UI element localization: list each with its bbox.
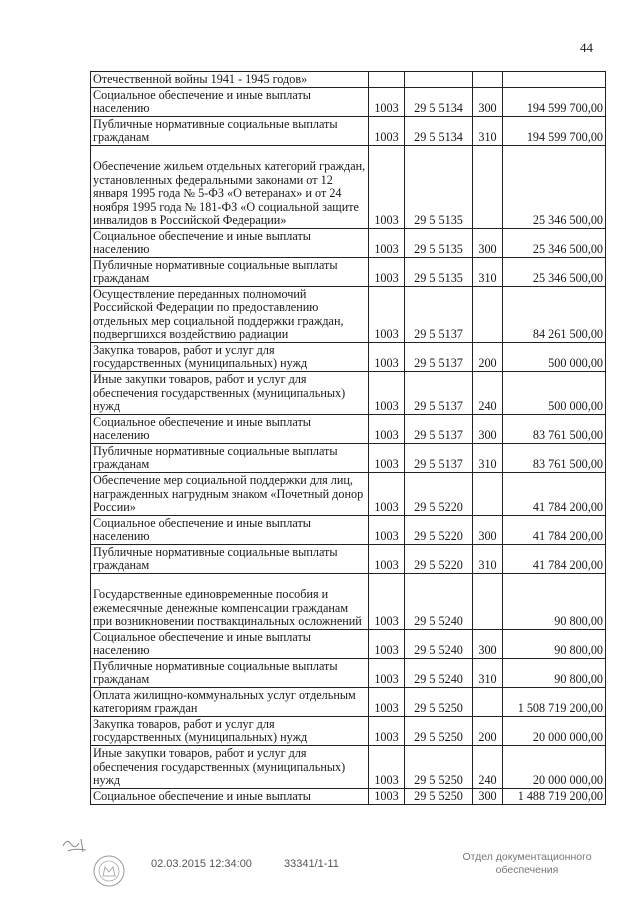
expense-name: Обеспечение жильем отдельных категорий граждан, установленных федеральными законами от 12 января 1995 года № 5-ФЗ «О ветеранах» и от 24 ноября 1995 года № 181-ФЗ «О социальной защите инвалидов в Российской Федерации» <box>91 146 369 229</box>
expense-type-code: 310 <box>473 545 503 574</box>
section-code: 1003 <box>369 659 405 688</box>
expense-name: Публичные нормативные социальные выплаты гражданам <box>91 117 369 146</box>
section-code: 1003 <box>369 229 405 258</box>
expense-name: Иные закупки товаров, работ и услуг для обеспечения государственных (муниципальных) нужд <box>91 746 369 789</box>
table-row <box>91 574 606 630</box>
amount: 194 599 700,00 <box>503 117 606 146</box>
handwritten-mark-icon <box>60 834 90 856</box>
expense-type-code: 310 <box>473 258 503 287</box>
target-article-code: 29 5 5134 <box>405 117 473 146</box>
table-row <box>91 146 606 229</box>
section-code: 1003 <box>369 372 405 415</box>
expense-name: Социальное обеспечение и иные выплаты населению <box>91 88 369 117</box>
expense-type-code <box>473 688 503 717</box>
expense-name: Закупка товаров, работ и услуг для государственных (муниципальных) нужд <box>91 343 369 372</box>
page-number: 44 <box>580 40 593 55</box>
expense-type-code: 300 <box>473 789 503 805</box>
target-article-code: 29 5 5137 <box>405 343 473 372</box>
budget-table <box>90 71 606 805</box>
expense-name: Социальное обеспечение и иные выплаты населению <box>91 229 369 258</box>
expense-type-code <box>473 287 503 343</box>
amount: 194 599 700,00 <box>503 88 606 117</box>
footer-document-code: 33341/1-11 <box>284 858 339 870</box>
table-row <box>91 444 606 473</box>
expense-type-code: 200 <box>473 343 503 372</box>
table-row <box>91 343 606 372</box>
target-article-code: 29 5 5250 <box>405 688 473 717</box>
table-row <box>91 287 606 343</box>
table-row <box>91 229 606 258</box>
amount: 84 261 500,00 <box>503 287 606 343</box>
target-article-code: 29 5 5135 <box>405 146 473 229</box>
target-article-code <box>405 72 473 88</box>
expense-type-code: 310 <box>473 659 503 688</box>
section-code: 1003 <box>369 287 405 343</box>
target-article-code: 29 5 5135 <box>405 258 473 287</box>
section-code: 1003 <box>369 88 405 117</box>
target-article-code: 29 5 5137 <box>405 372 473 415</box>
expense-type-code: 300 <box>473 229 503 258</box>
section-code <box>369 72 405 88</box>
target-article-code: 29 5 5137 <box>405 287 473 343</box>
amount: 1 508 719 200,00 <box>503 688 606 717</box>
section-code: 1003 <box>369 444 405 473</box>
target-article-code: 29 5 5137 <box>405 444 473 473</box>
expense-type-code: 240 <box>473 372 503 415</box>
expense-type-code: 300 <box>473 516 503 545</box>
table-row <box>91 746 606 789</box>
target-article-code: 29 5 5250 <box>405 717 473 746</box>
expense-name: Публичные нормативные социальные выплаты гражданам <box>91 659 369 688</box>
section-code: 1003 <box>369 717 405 746</box>
amount: 20 000 000,00 <box>503 717 606 746</box>
target-article-code: 29 5 5220 <box>405 473 473 516</box>
table-row <box>91 117 606 146</box>
section-code: 1003 <box>369 415 405 444</box>
target-article-code: 29 5 5240 <box>405 574 473 630</box>
expense-name: Обеспечение мер социальной поддержки для лиц, награжденных нагрудным знаком «Почетный донор России» <box>91 473 369 516</box>
footer-timestamp: 02.03.2015 12:34:00 <box>151 858 252 870</box>
amount: 83 761 500,00 <box>503 415 606 444</box>
amount: 41 784 200,00 <box>503 516 606 545</box>
amount: 41 784 200,00 <box>503 545 606 574</box>
expense-type-code: 310 <box>473 117 503 146</box>
amount: 41 784 200,00 <box>503 473 606 516</box>
expense-name: Социальное обеспечение и иные выплаты <box>91 789 369 805</box>
seal-icon <box>92 854 126 888</box>
amount: 90 800,00 <box>503 659 606 688</box>
target-article-code: 29 5 5134 <box>405 88 473 117</box>
target-article-code: 29 5 5250 <box>405 746 473 789</box>
expense-name: Социальное обеспечение и иные выплаты населению <box>91 415 369 444</box>
target-article-code: 29 5 5240 <box>405 659 473 688</box>
expense-name: Публичные нормативные социальные выплаты гражданам <box>91 545 369 574</box>
expense-name: Государственные единовременные пособия и ежемесячные денежные компенсации гражданам при возникновении поствакцинальных осложнений <box>91 574 369 630</box>
amount: 90 800,00 <box>503 630 606 659</box>
expense-name: Закупка товаров, работ и услуг для государственных (муниципальных) нужд <box>91 717 369 746</box>
section-code: 1003 <box>369 574 405 630</box>
amount: 20 000 000,00 <box>503 746 606 789</box>
amount: 1 488 719 200,00 <box>503 789 606 805</box>
amount: 500 000,00 <box>503 372 606 415</box>
amount: 83 761 500,00 <box>503 444 606 473</box>
expense-type-code <box>473 146 503 229</box>
amount: 90 800,00 <box>503 574 606 630</box>
expense-name: Публичные нормативные социальные выплаты гражданам <box>91 444 369 473</box>
section-code: 1003 <box>369 117 405 146</box>
expense-type-code <box>473 473 503 516</box>
table-row <box>91 516 606 545</box>
expense-type-code: 300 <box>473 88 503 117</box>
expense-name: Оплата жилищно-коммунальных услуг отдельным категориям граждан <box>91 688 369 717</box>
table-row <box>91 659 606 688</box>
expense-name: Публичные нормативные социальные выплаты гражданам <box>91 258 369 287</box>
expense-name: Иные закупки товаров, работ и услуг для обеспечения государственных (муниципальных) нужд <box>91 372 369 415</box>
expense-type-code <box>473 72 503 88</box>
section-code: 1003 <box>369 688 405 717</box>
department-stamp: Отдел документационного обеспечения <box>462 851 592 876</box>
expense-name: Осуществление переданных полномочий Российской Федерации по предоставлению отдельных мер социальной поддержки граждан, подвергшихся воздействию радиации <box>91 287 369 343</box>
table-row <box>91 88 606 117</box>
expense-type-code <box>473 574 503 630</box>
table-row <box>91 372 606 415</box>
amount: 25 346 500,00 <box>503 229 606 258</box>
section-code: 1003 <box>369 343 405 372</box>
expense-type-code: 300 <box>473 415 503 444</box>
section-code: 1003 <box>369 789 405 805</box>
table-row <box>91 789 606 805</box>
expense-name: Отечественной войны 1941 - 1945 годов» <box>91 72 369 88</box>
expense-type-code: 300 <box>473 630 503 659</box>
section-code: 1003 <box>369 473 405 516</box>
table-row <box>91 72 606 88</box>
target-article-code: 29 5 5220 <box>405 516 473 545</box>
expense-type-code: 200 <box>473 717 503 746</box>
table-row <box>91 717 606 746</box>
target-article-code: 29 5 5137 <box>405 415 473 444</box>
table-row <box>91 688 606 717</box>
expense-name: Социальное обеспечение и иные выплаты населению <box>91 630 369 659</box>
section-code: 1003 <box>369 545 405 574</box>
table-row <box>91 258 606 287</box>
table-row <box>91 415 606 444</box>
section-code: 1003 <box>369 146 405 229</box>
expense-type-code: 310 <box>473 444 503 473</box>
amount: 500 000,00 <box>503 343 606 372</box>
section-code: 1003 <box>369 516 405 545</box>
target-article-code: 29 5 5240 <box>405 630 473 659</box>
target-article-code: 29 5 5220 <box>405 545 473 574</box>
expense-type-code: 240 <box>473 746 503 789</box>
section-code: 1003 <box>369 258 405 287</box>
amount <box>503 72 606 88</box>
target-article-code: 29 5 5135 <box>405 229 473 258</box>
table-row <box>91 630 606 659</box>
target-article-code: 29 5 5250 <box>405 789 473 805</box>
table-row <box>91 545 606 574</box>
amount: 25 346 500,00 <box>503 146 606 229</box>
table-row <box>91 473 606 516</box>
section-code: 1003 <box>369 746 405 789</box>
amount: 25 346 500,00 <box>503 258 606 287</box>
expense-name: Социальное обеспечение и иные выплаты населению <box>91 516 369 545</box>
section-code: 1003 <box>369 630 405 659</box>
